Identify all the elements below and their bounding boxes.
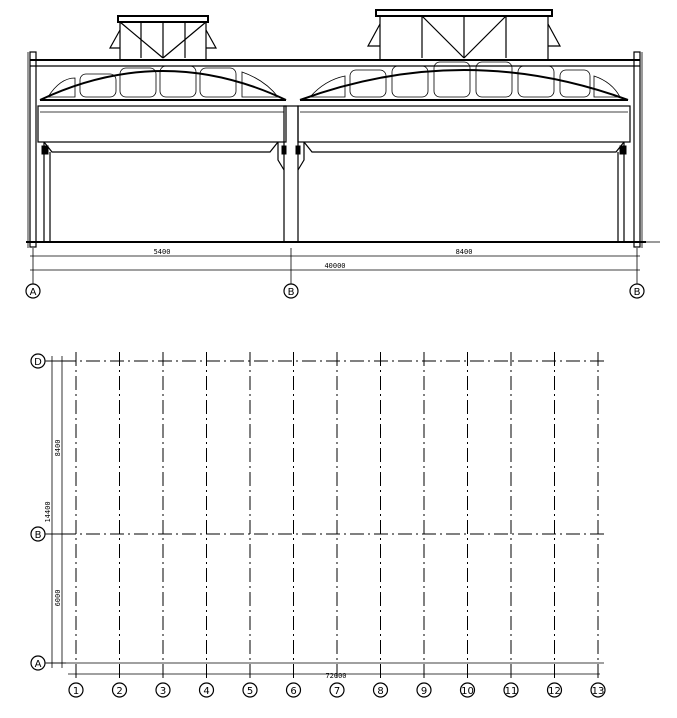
dim-bottom: 72000 bbox=[325, 672, 347, 680]
building-section bbox=[26, 10, 660, 298]
column-axis-label: 13 bbox=[591, 686, 605, 697]
plan-axis-bubbles bbox=[31, 354, 605, 697]
column-axis-label: 12 bbox=[548, 686, 561, 697]
column-axis-label: 3 bbox=[159, 686, 167, 697]
skylight-left bbox=[110, 16, 216, 60]
plan-bottom-dimensions bbox=[68, 672, 600, 680]
dim-total: 40000 bbox=[324, 262, 346, 270]
column-axis-label: 9 bbox=[420, 686, 428, 697]
row-axis-label: D bbox=[34, 357, 42, 368]
arch-truss-left bbox=[40, 66, 286, 100]
grid-columns bbox=[76, 352, 598, 680]
dim-plan-total: 14400 bbox=[44, 501, 52, 523]
dim-lower: 6000 bbox=[54, 589, 62, 607]
column-axis-label: 1 bbox=[72, 686, 80, 697]
column-axis-label: 5 bbox=[246, 686, 254, 697]
axis-label: A bbox=[29, 287, 37, 298]
column-axis-label: 10 bbox=[461, 686, 474, 697]
axis-label: B bbox=[287, 287, 295, 298]
section-dimensions bbox=[30, 248, 640, 284]
row-axis-label: B bbox=[34, 530, 42, 541]
crane-girders bbox=[38, 106, 630, 152]
skylight-right bbox=[368, 10, 560, 60]
column-axis-label: 2 bbox=[116, 686, 123, 697]
dim-span-right: 8400 bbox=[455, 248, 473, 256]
dim-upper: 8400 bbox=[54, 439, 62, 457]
column-axis-label: 7 bbox=[333, 686, 341, 697]
section-axis-bubbles bbox=[26, 284, 644, 298]
columns bbox=[42, 106, 626, 242]
column-grid-plan bbox=[31, 352, 605, 697]
arch-truss-right bbox=[300, 62, 628, 100]
column-axis-label: 11 bbox=[504, 686, 518, 697]
row-axis-label: A bbox=[34, 659, 42, 670]
plan-left-dimensions bbox=[44, 356, 66, 668]
column-axis-label: 4 bbox=[203, 686, 210, 697]
column-axis-label: 8 bbox=[377, 686, 384, 697]
axis-label: B bbox=[633, 287, 641, 298]
column-axis-label: 6 bbox=[290, 686, 297, 697]
grid-rows bbox=[62, 361, 604, 663]
dim-span-left: 5400 bbox=[153, 248, 171, 256]
